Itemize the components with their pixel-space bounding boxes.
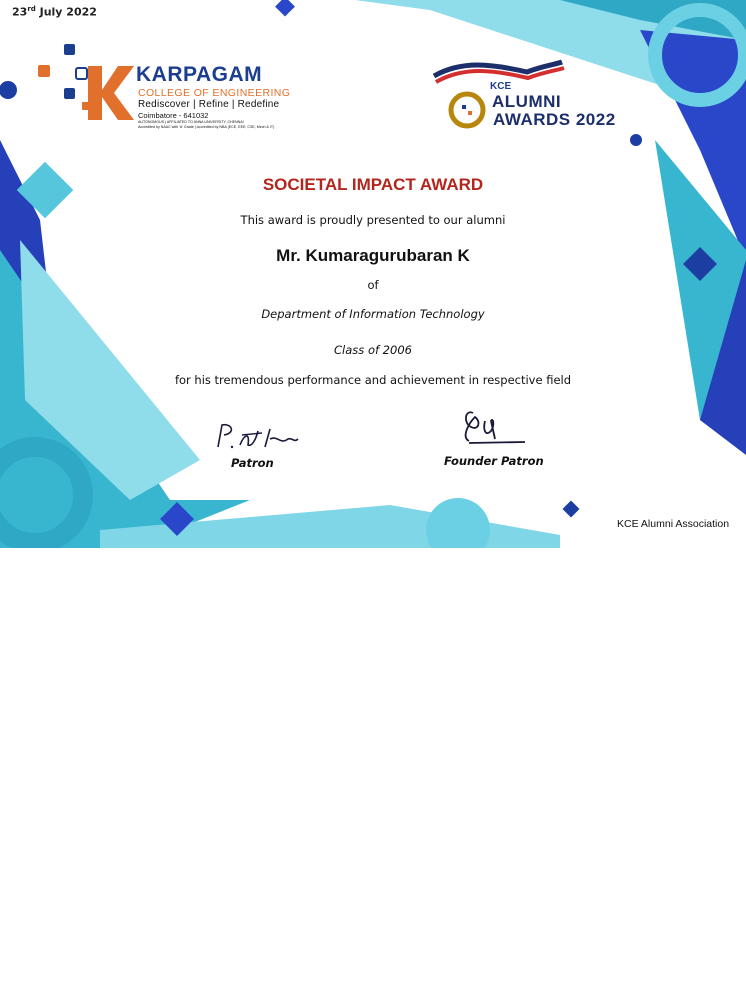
association-name: KCE Alumni Association (617, 518, 730, 530)
college-affiliation: AUTONOMOUS | AFFILIATED TO ANNA UNIVERSITY, CHENNAI (138, 120, 244, 124)
college-tagline: Rediscover | Refine | Redefine (138, 99, 280, 110)
presented-line: This award is proudly presented to our alumni (240, 213, 506, 227)
award-reason: for his tremendous performance and achievement in respective field (174, 373, 572, 387)
college-city: Coimbatore - 641032 (138, 111, 209, 120)
department-name: Department of Information Technology (261, 307, 485, 321)
patron-title: Patron (231, 456, 274, 470)
awards-kce-label: KCE (490, 81, 512, 92)
college-name: KARPAGAM (136, 63, 263, 86)
awards-alumni-label: ALUMNI (492, 92, 562, 111)
recipient-name: Mr. Kumaragurubaran K (276, 246, 470, 265)
founder-patron-title: Founder Patron (444, 454, 544, 468)
award-title: SOCIETAL IMPACT AWARD (262, 175, 484, 194)
class-year: Class of 2006 (334, 343, 412, 357)
patron-signature-icon (210, 417, 305, 457)
of-label: of (367, 278, 379, 292)
awards-year-label: AWARDS 2022 (493, 110, 616, 129)
college-accreditation: Accredited by NAAC with 'A' Grade | Accredited by NBA (ECE, EEE, CSE, Mech & IT) (138, 125, 275, 129)
college-subtitle: COLLEGE OF ENGINEERING (138, 87, 291, 99)
bg-left-dot (0, 81, 17, 99)
certificate-date: 23rd July 2022 (12, 5, 97, 19)
founder-patron-signature-icon (455, 403, 530, 453)
